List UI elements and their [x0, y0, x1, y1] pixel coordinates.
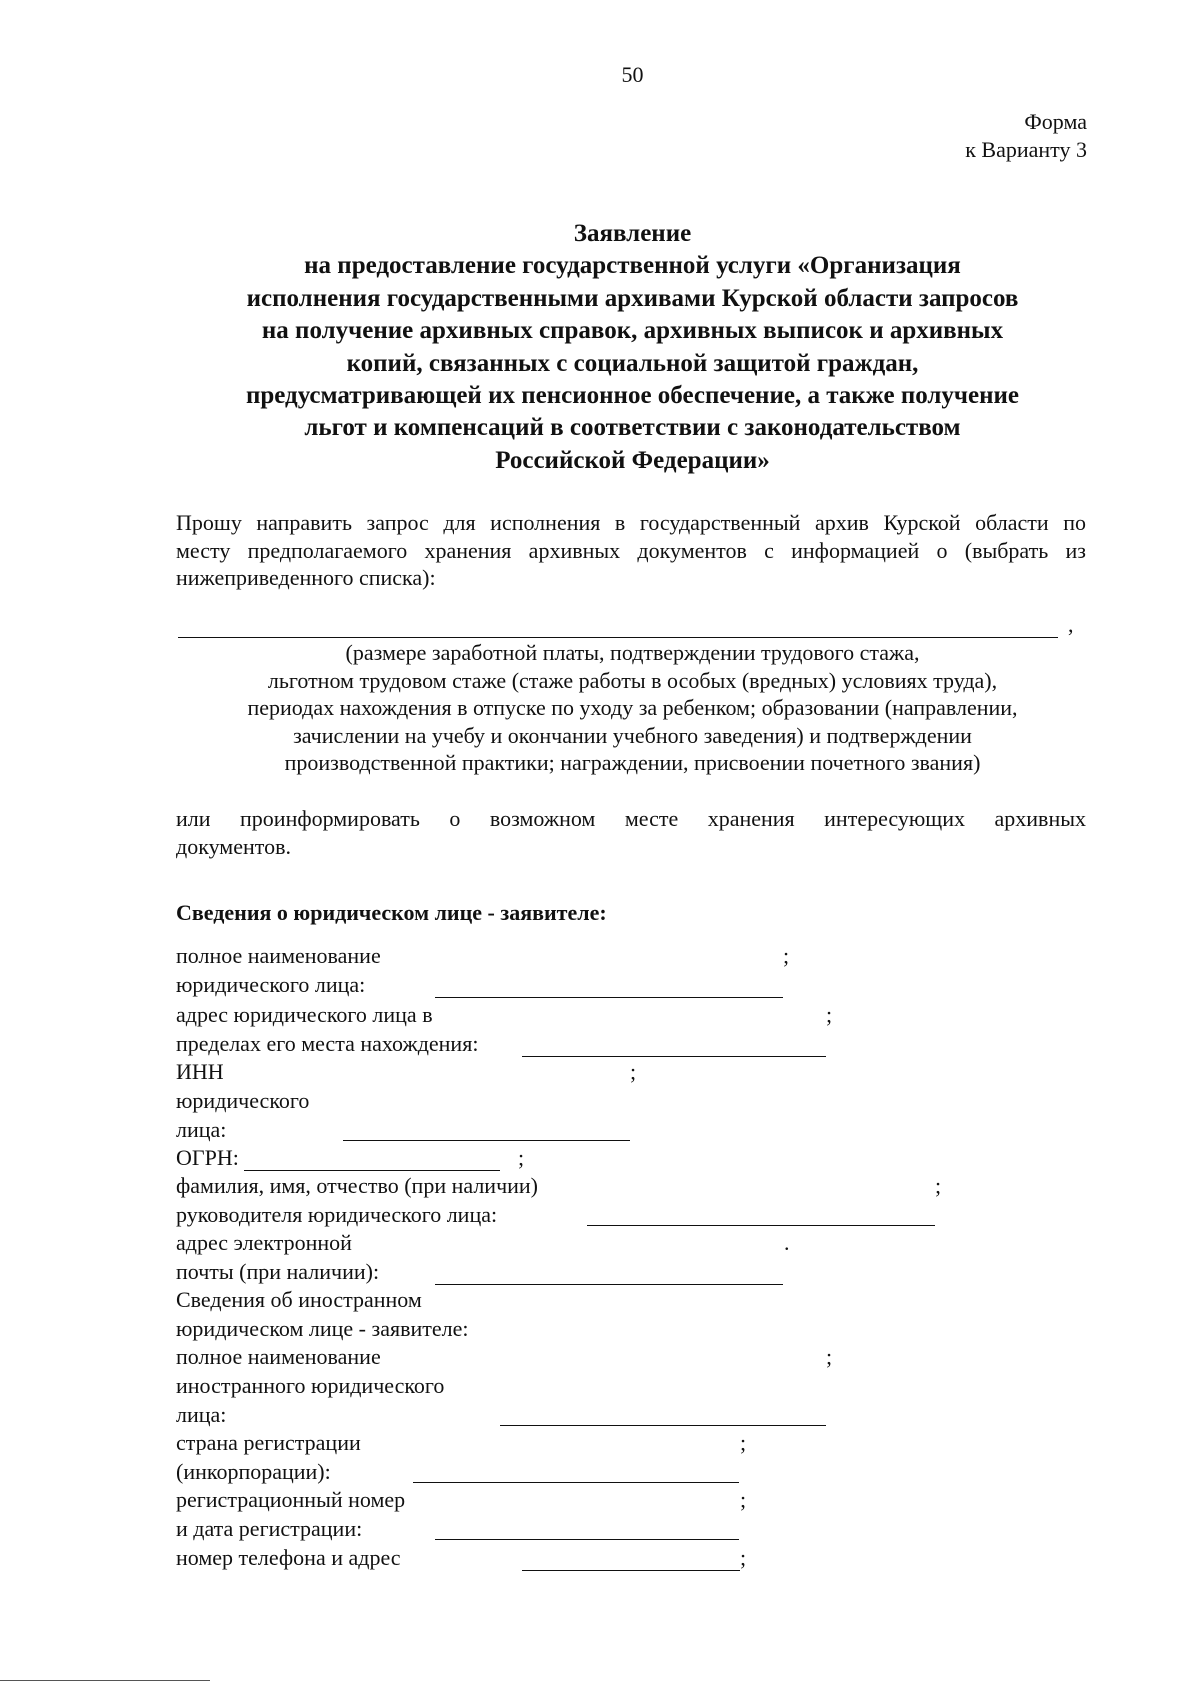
inn-field[interactable]	[343, 1140, 630, 1141]
option-line: зачислении на учебу и окончании учебного заведения) и подтверждении	[293, 722, 972, 748]
ogrn-field[interactable]	[244, 1170, 500, 1171]
semicolon: ;	[740, 1430, 747, 1455]
field-label-inn-end: лица:	[176, 1117, 227, 1142]
title-line: льгот и компенсаций в соответствии с законодательством	[304, 414, 961, 442]
inform-line: или проинформировать о возможном месте хранения интересующих архивных	[176, 806, 1086, 831]
info-type-comma: ,	[1068, 612, 1074, 637]
option-line: льготном трудовом стаже (стаже работы в особых (вредных) условиях труда),	[267, 667, 998, 693]
address-field[interactable]	[522, 1056, 826, 1057]
field-label-address: адрес юридического лица в	[176, 1002, 433, 1027]
document-title	[160, 218, 1105, 477]
inform-line: документов.	[176, 834, 291, 859]
title-line: Российской Федерации»	[495, 446, 770, 474]
intro-line: месту предполагаемого хранения архивных документов с информацией о (выбрать из	[176, 537, 1086, 563]
variant-label: к Варианту 3	[965, 137, 1087, 162]
field-label-foreign-name-cont: иностранного юридического	[176, 1373, 445, 1398]
full-name-field[interactable]	[435, 997, 783, 998]
semicolon: ;	[518, 1145, 525, 1170]
field-label-inn: ИНН	[176, 1059, 224, 1084]
field-label-country-cont: (инкорпорации):	[176, 1459, 331, 1484]
title-line: копий, связанных с социальной защитой граждан,	[346, 349, 919, 377]
title-line: Заявление	[573, 220, 692, 247]
semicolon: ;	[630, 1059, 637, 1084]
title-line: предусматривающей их пенсионное обеспечение, а также получение	[245, 382, 1020, 410]
title-line: на получение архивных справок, архивных выписок и архивных	[261, 317, 1004, 345]
field-label-country: страна регистрации	[176, 1430, 361, 1455]
semicolon: ;	[935, 1173, 942, 1198]
field-label-email-cont: почты (при наличии):	[176, 1259, 380, 1284]
option-line: (размере заработной платы, подтверждении трудового стажа,	[345, 640, 920, 665]
field-label-regnum-cont: и дата регистрации:	[176, 1516, 363, 1541]
period: .	[784, 1230, 790, 1255]
info-type-options	[160, 639, 1105, 777]
field-label-head-cont: руководителя юридического лица:	[176, 1202, 498, 1227]
inform-paragraph	[176, 805, 1086, 861]
intro-line: Прошу направить запрос для исполнения в государственный архив Курской области по	[176, 510, 1086, 535]
semicolon: ;	[783, 943, 790, 968]
info-type-field[interactable]	[178, 637, 1058, 638]
phone-field[interactable]	[522, 1570, 740, 1571]
field-label-foreign-name: полное наименование	[176, 1344, 381, 1369]
field-label-inn-cont: юридического	[176, 1088, 310, 1113]
title-line: исполнения государственными архивами Курской области запросов	[246, 284, 1019, 312]
country-field[interactable]	[413, 1482, 739, 1483]
page-number: 50	[621, 62, 644, 87]
title-line: на предоставление государственной услуги «Организация	[304, 252, 961, 280]
form-reference	[965, 108, 1087, 164]
semicolon: ;	[826, 1002, 833, 1027]
foreign-name-field[interactable]	[500, 1425, 826, 1426]
form-label: Форма	[1024, 109, 1087, 134]
option-line: производственной практики; награждении, присвоении почетного звания)	[284, 750, 981, 775]
option-line: периодах нахождения в отпуске по уходу за ребенком; образовании (направлении,	[247, 695, 1018, 720]
field-label-email: адрес электронной	[176, 1230, 352, 1255]
email-field[interactable]	[435, 1284, 783, 1285]
footer-divider	[0, 1680, 210, 1681]
semicolon: ;	[740, 1487, 747, 1512]
field-label-ogrn: ОГРН:	[176, 1145, 239, 1170]
field-label-address-cont: пределах его места нахождения:	[176, 1031, 479, 1056]
foreign-section-label-cont: юридическом лице - заявителе:	[176, 1316, 469, 1341]
field-label-phone: номер телефона и адрес	[176, 1545, 401, 1570]
semicolon: ;	[740, 1545, 747, 1570]
intro-line: нижеприведенного списка):	[176, 565, 436, 590]
field-label-foreign-name-end: лица:	[176, 1402, 227, 1427]
semicolon: ;	[826, 1344, 833, 1369]
intro-paragraph	[176, 509, 1086, 592]
field-label-full-name: полное наименование	[176, 943, 381, 968]
section-heading: Сведения о юридическом лице - заявителе:	[176, 900, 607, 925]
field-label-full-name-cont: юридического лица:	[176, 972, 366, 997]
foreign-section-label: Сведения об иностранном	[176, 1287, 422, 1312]
head-name-field[interactable]	[587, 1225, 935, 1226]
field-label-head: фамилия, имя, отчество (при наличии)	[176, 1173, 539, 1198]
field-label-regnum: регистрационный номер	[176, 1487, 406, 1512]
regnum-field[interactable]	[435, 1539, 739, 1540]
